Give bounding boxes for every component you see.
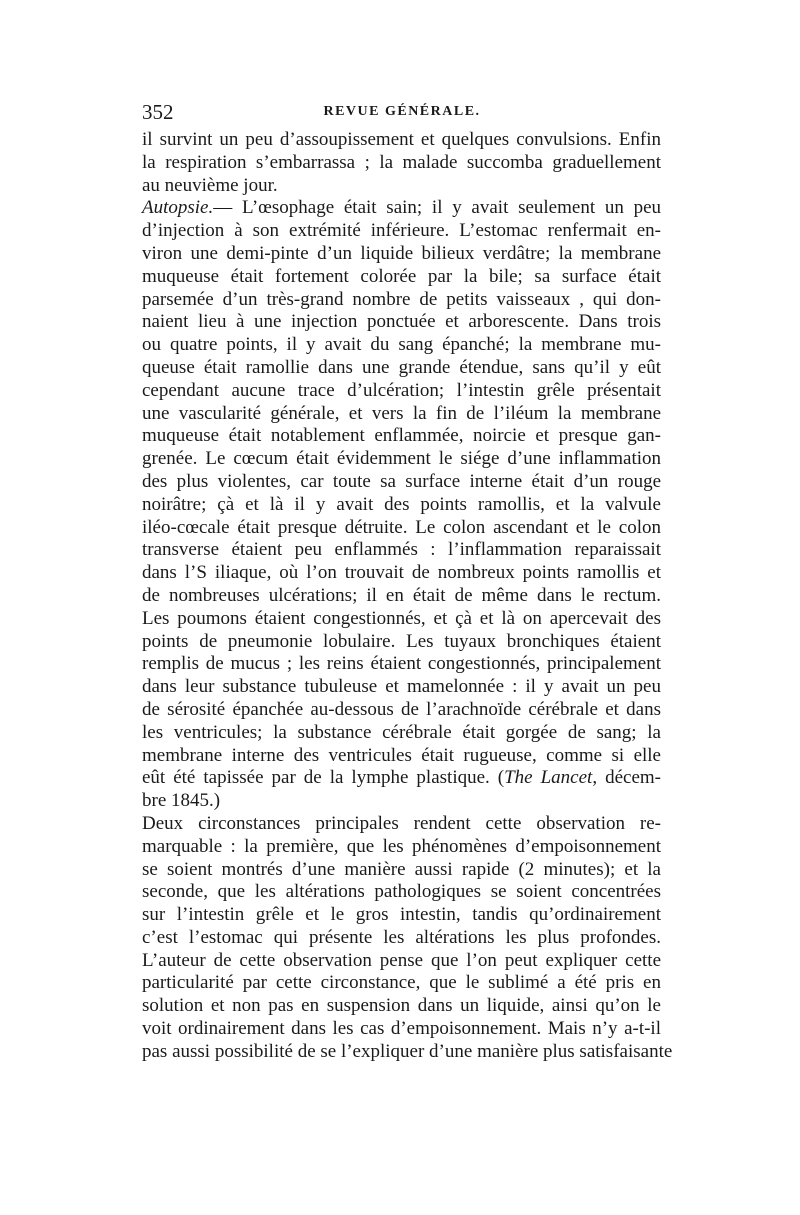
line-text: bre 1845.) (142, 790, 221, 812)
line-text: voit ordinairement dans les cas d’empoisonnement. Mais n’y a-t-il (142, 1018, 661, 1040)
line-text: particularité par cette circonstance, que le sublimé a été pris en (142, 972, 661, 994)
text-line (142, 562, 661, 585)
line-text: transverse étaient peu enflammés : l’inflammation reparaissait (142, 539, 661, 561)
line-text: cependant aucune trace d’ulcération; l’intestin grêle présentait (142, 379, 661, 401)
line-text: seconde, que les altérations pathologiques se soient concentrées (142, 881, 661, 903)
line-text: dans leur substance tubuleuse et mamelonnée : il y avait un peu (142, 676, 661, 698)
running-header (142, 100, 662, 124)
line-text: — L’œsophage était sain; il y avait seulement un peu (213, 197, 661, 219)
text-line (142, 585, 661, 608)
text-line (142, 243, 661, 266)
text-line (142, 745, 661, 768)
line-text: ou quatre points, il y avait du sang épanché; la membrane mu- (142, 334, 661, 356)
line-text: noirâtre; çà et là il y avait des points ramollis, et la valvule (142, 493, 661, 515)
line-text: se soient montrés d’une manière aussi rapide (2 minutes); et la (142, 858, 661, 880)
line-text: une vascularité générale, et vers la fin de l’iléum la membrane (142, 402, 661, 424)
text-line (142, 608, 661, 631)
text-line (142, 403, 661, 426)
text-line (142, 539, 661, 562)
text-line (142, 448, 661, 471)
text-line (142, 425, 661, 448)
line-text: la respiration s’embarrassa ; la malade succomba graduellement (142, 151, 661, 173)
line-text: eût été tapissée par de la lymphe plastique. ( (142, 767, 505, 789)
text-line (142, 471, 661, 494)
line-text: muqueuse était fortement colorée par la bile; sa surface était (142, 265, 661, 287)
line-text: marquable : la première, que les phénomènes d’empoisonnement (142, 835, 661, 857)
line-text: grenée. Le cœcum était évidemment le siége d’une inflammation (142, 448, 661, 470)
line-text: L’auteur de cette observation pense que l’on peut expliquer cette (142, 949, 661, 971)
text-line (142, 699, 661, 722)
line-text: Deux circonstances principales rendent cette observation re- (142, 812, 661, 834)
text-line (142, 494, 661, 517)
text-line (142, 813, 661, 836)
text-line (142, 972, 661, 995)
page-number: 352 (142, 100, 174, 124)
text-line (142, 676, 661, 699)
text-line (142, 1018, 661, 1041)
text-line (142, 334, 661, 357)
line-text: il survint un peu d’assoupissement et quelques convulsions. Enfin (142, 129, 661, 150)
line-text: , décem- (592, 767, 661, 789)
text-line (142, 653, 661, 676)
line-text: points de pneumonie lobulaire. Les tuyaux bronchiques étaient (142, 630, 661, 652)
text-line (142, 767, 661, 790)
line-text: membrane interne des ventricules était rugueuse, comme si elle (142, 744, 661, 766)
text-line (142, 175, 661, 198)
line-text: muqueuse était notablement enflammée, noircie et presque gan- (142, 425, 661, 447)
text-line (142, 517, 661, 540)
text-line (142, 1040, 673, 1064)
line-text: dans l’S iliaque, où l’on trouvait de nombreux points ramollis et (142, 562, 661, 584)
line-text: naient lieu à une injection ponctuée et arborescente. Dans trois (142, 311, 661, 333)
line-text: solution et non pas en suspension dans un liquide, ainsi qu’on le (142, 995, 661, 1017)
text-line (142, 266, 661, 289)
text-line (142, 790, 661, 813)
citation-title: The Lancet (504, 767, 593, 789)
line-text: au neuvième jour. (142, 174, 278, 196)
text-line (142, 927, 661, 950)
line-text: pas aussi possibilité de se l’expliquer d’une manière plus satisfaisante (142, 1040, 673, 1062)
text-line (142, 950, 661, 973)
text-line (142, 836, 661, 859)
text-line (142, 152, 661, 175)
line-text: de nombreuses ulcérations; il en était de même dans le rectum. (142, 584, 661, 606)
line-text: sur l’intestin grêle et le gros intestin, tandis qu’ordinairement (142, 904, 661, 926)
text-line (142, 859, 661, 882)
text-line (142, 311, 661, 334)
text-line (142, 197, 661, 220)
line-text: d’injection à son extrémité inférieure. L’estomac renfermait en- (142, 220, 661, 242)
body-text (142, 129, 673, 1064)
text-line (142, 631, 661, 654)
text-line (142, 904, 661, 927)
line-text: c’est l’estomac qui présente les altérations les plus profondes. (142, 926, 661, 948)
text-line (142, 995, 661, 1018)
line-text: Les poumons étaient congestionnés, et çà et là on apercevait des (142, 607, 661, 629)
text-line (142, 220, 661, 243)
line-text: de sérosité épanchée au-dessous de l’arachnoïde cérébrale et dans (142, 698, 661, 720)
running-title: REVUE GÉNÉRALE. (323, 104, 481, 119)
text-line (142, 357, 661, 380)
text-line (142, 129, 661, 152)
line-text: queuse était ramollie dans une grande étendue, sans qu’il y eût (142, 356, 661, 378)
text-line (142, 881, 661, 904)
section-heading: Autopsie. (142, 197, 214, 219)
line-text: les ventricules; la substance cérébrale était gorgée de sang; la (142, 721, 661, 743)
line-text: viron une demi-pinte d’un liquide bilieux verdâtre; la membrane (142, 242, 661, 264)
text-line (142, 722, 661, 745)
line-text: iléo-cœcale était presque détruite. Le colon ascendant et le colon (142, 516, 661, 538)
line-text: parsemée d’un très-grand nombre de petits vaisseaux , qui don- (142, 288, 661, 310)
text-line (142, 380, 661, 403)
line-text: des plus violentes, car toute sa surface interne était d’un rouge (142, 470, 661, 492)
line-text: remplis de mucus ; les reins étaient congestionnés, principalement (142, 653, 661, 675)
text-line (142, 289, 661, 312)
